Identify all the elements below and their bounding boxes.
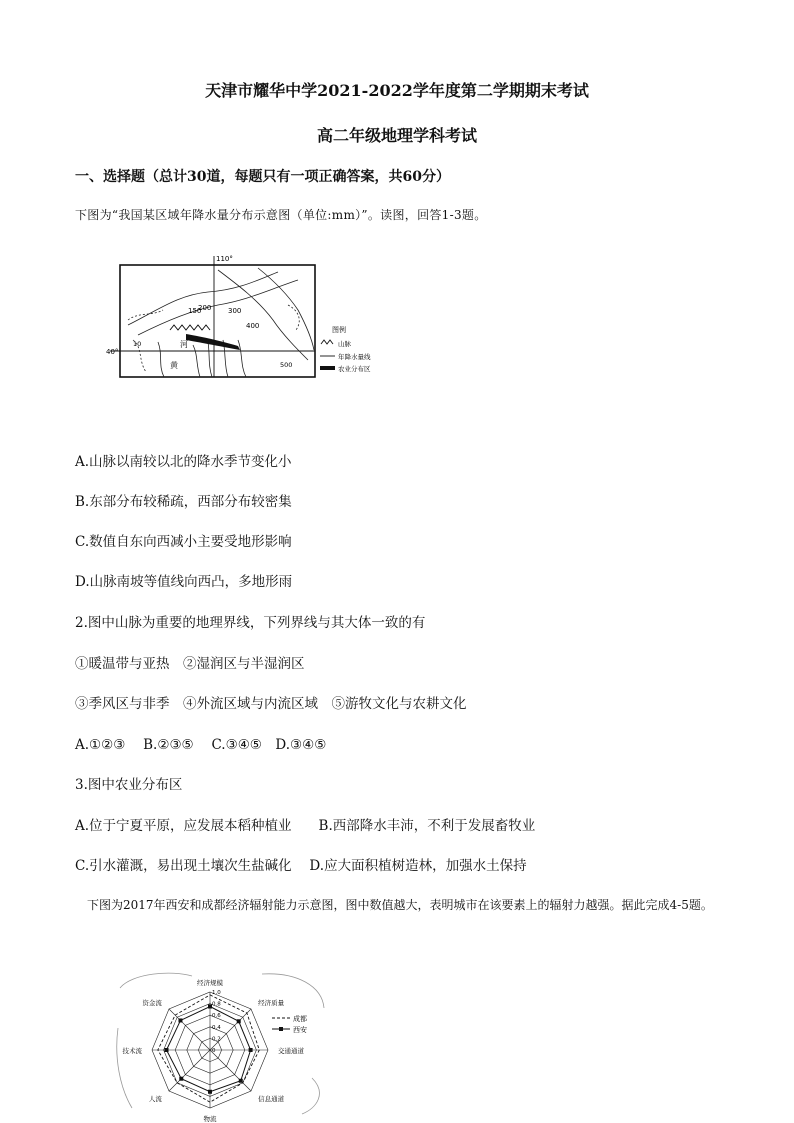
series-1-point-7 bbox=[178, 1018, 182, 1022]
legend-mountain-icon bbox=[321, 340, 333, 344]
series-1-point-5 bbox=[179, 1077, 183, 1081]
isohyet-500: 500 bbox=[280, 361, 293, 369]
axis-label-0: 经济规模 bbox=[197, 979, 223, 987]
isohyet-10: 10 bbox=[133, 340, 142, 348]
series-1-point-2 bbox=[249, 1048, 253, 1052]
radar-legend bbox=[272, 1014, 307, 1034]
tick-label-0: 0 bbox=[212, 1048, 216, 1054]
tick-label-4: 0.8 bbox=[212, 1001, 221, 1008]
svg-text:农业分布区: 农业分布区 bbox=[338, 365, 371, 373]
q3-row-2: C.引水灌溉，易出现土壤次生盐碱化 D.应大面积植树造林，加强水土保持 bbox=[75, 858, 527, 874]
exam-title: 天津市耀华中学2021-2022学年度第二学期期末考试 bbox=[205, 81, 589, 100]
lon-label: 110° bbox=[216, 255, 233, 263]
legend-xian: 西安 bbox=[293, 1026, 307, 1034]
map-legend bbox=[320, 325, 371, 373]
yellow-label: 黄 bbox=[170, 361, 178, 370]
tick-label-1: 0.2 bbox=[212, 1036, 221, 1043]
isohyet-150: 150 bbox=[188, 307, 202, 315]
isohyet-300: 300 bbox=[228, 307, 242, 315]
legend-agri-icon bbox=[320, 366, 335, 370]
q2-line-2: ③季风区与非季 ④外流区域与内流区域 ⑤游牧文化与农耕文化 bbox=[75, 696, 467, 712]
tick-label-5: 1.0 bbox=[212, 990, 221, 996]
q1-option-d: D.山脉南坡等值线向西凸，多地形雨 bbox=[75, 574, 293, 590]
svg-text:年降水量线: 年降水量线 bbox=[338, 353, 371, 361]
river-label: 河 bbox=[180, 340, 188, 349]
series-1-point-6 bbox=[165, 1048, 169, 1052]
axis-label-4: 物流 bbox=[203, 1115, 217, 1123]
q2-stem: 2.图中山脉为重要的地理界线，下列界线与其大体一致的有 bbox=[75, 615, 426, 631]
q1-option-b: B.东部分布较稀疏，西部分布较密集 bbox=[75, 494, 292, 510]
axis-label-7: 资金流 bbox=[142, 998, 162, 1007]
tick-label-3: 0.6 bbox=[212, 1013, 221, 1020]
intro-2: 下图为2017年西安和成都经济辐射能力示意图，图中数值越大，表明城市在该要素上的辐射力越强。据此完成4-5题。 bbox=[75, 898, 713, 912]
isohyet-400: 400 bbox=[246, 322, 260, 330]
q3-stem: 3.图中农业分布区 bbox=[75, 777, 183, 793]
axis-label-5: 人流 bbox=[148, 1095, 162, 1104]
axis-label-3: 信息通道 bbox=[258, 1095, 285, 1104]
axis-label-2: 交通通道 bbox=[278, 1047, 304, 1055]
exam-subtitle: 高二年级地理学科考试 bbox=[316, 126, 477, 145]
intro-1: 下图为“我国某区域年降水量分布示意图（单位:mm）”。读图，回答1-3题。 bbox=[75, 208, 487, 222]
isohyet-200: 200 bbox=[198, 304, 212, 312]
legend-chengdu: 成都 bbox=[293, 1015, 307, 1023]
q1-option-a: A.山脉以南较以北的降水季节变化小 bbox=[75, 454, 292, 470]
section-heading: 一、选择题（总计30道，每题只有一项正确答案，共60分） bbox=[75, 169, 450, 185]
q1-option-c: C.数值自东向西减小主要受地形影响 bbox=[75, 534, 292, 550]
series-1-point-3 bbox=[239, 1079, 243, 1083]
tick-label-2: 0.4 bbox=[212, 1024, 221, 1031]
axis-label-6: 技术流 bbox=[122, 1047, 142, 1055]
axis-label-1: 经济质量 bbox=[258, 998, 285, 1007]
lat-label: 40° bbox=[106, 348, 119, 356]
svg-text:山脉: 山脉 bbox=[338, 340, 351, 348]
series-1-point-1 bbox=[237, 1019, 241, 1023]
svg-text:图例: 图例 bbox=[332, 326, 346, 334]
precipitation-map bbox=[98, 250, 388, 385]
radar-chart bbox=[112, 968, 352, 1123]
q2-options: A.①②③ B.②③⑤ C.③④⑤ D.③④⑤ bbox=[75, 737, 327, 753]
series-1-point-4 bbox=[208, 1090, 212, 1094]
q3-row-1: A.位于宁夏平原，应发展本稻种植业 B.西部降水丰沛，不利于发展畜牧业 bbox=[75, 818, 536, 834]
q2-line-1: ①暖温带与亚热 ②湿润区与半湿润区 bbox=[75, 656, 305, 672]
